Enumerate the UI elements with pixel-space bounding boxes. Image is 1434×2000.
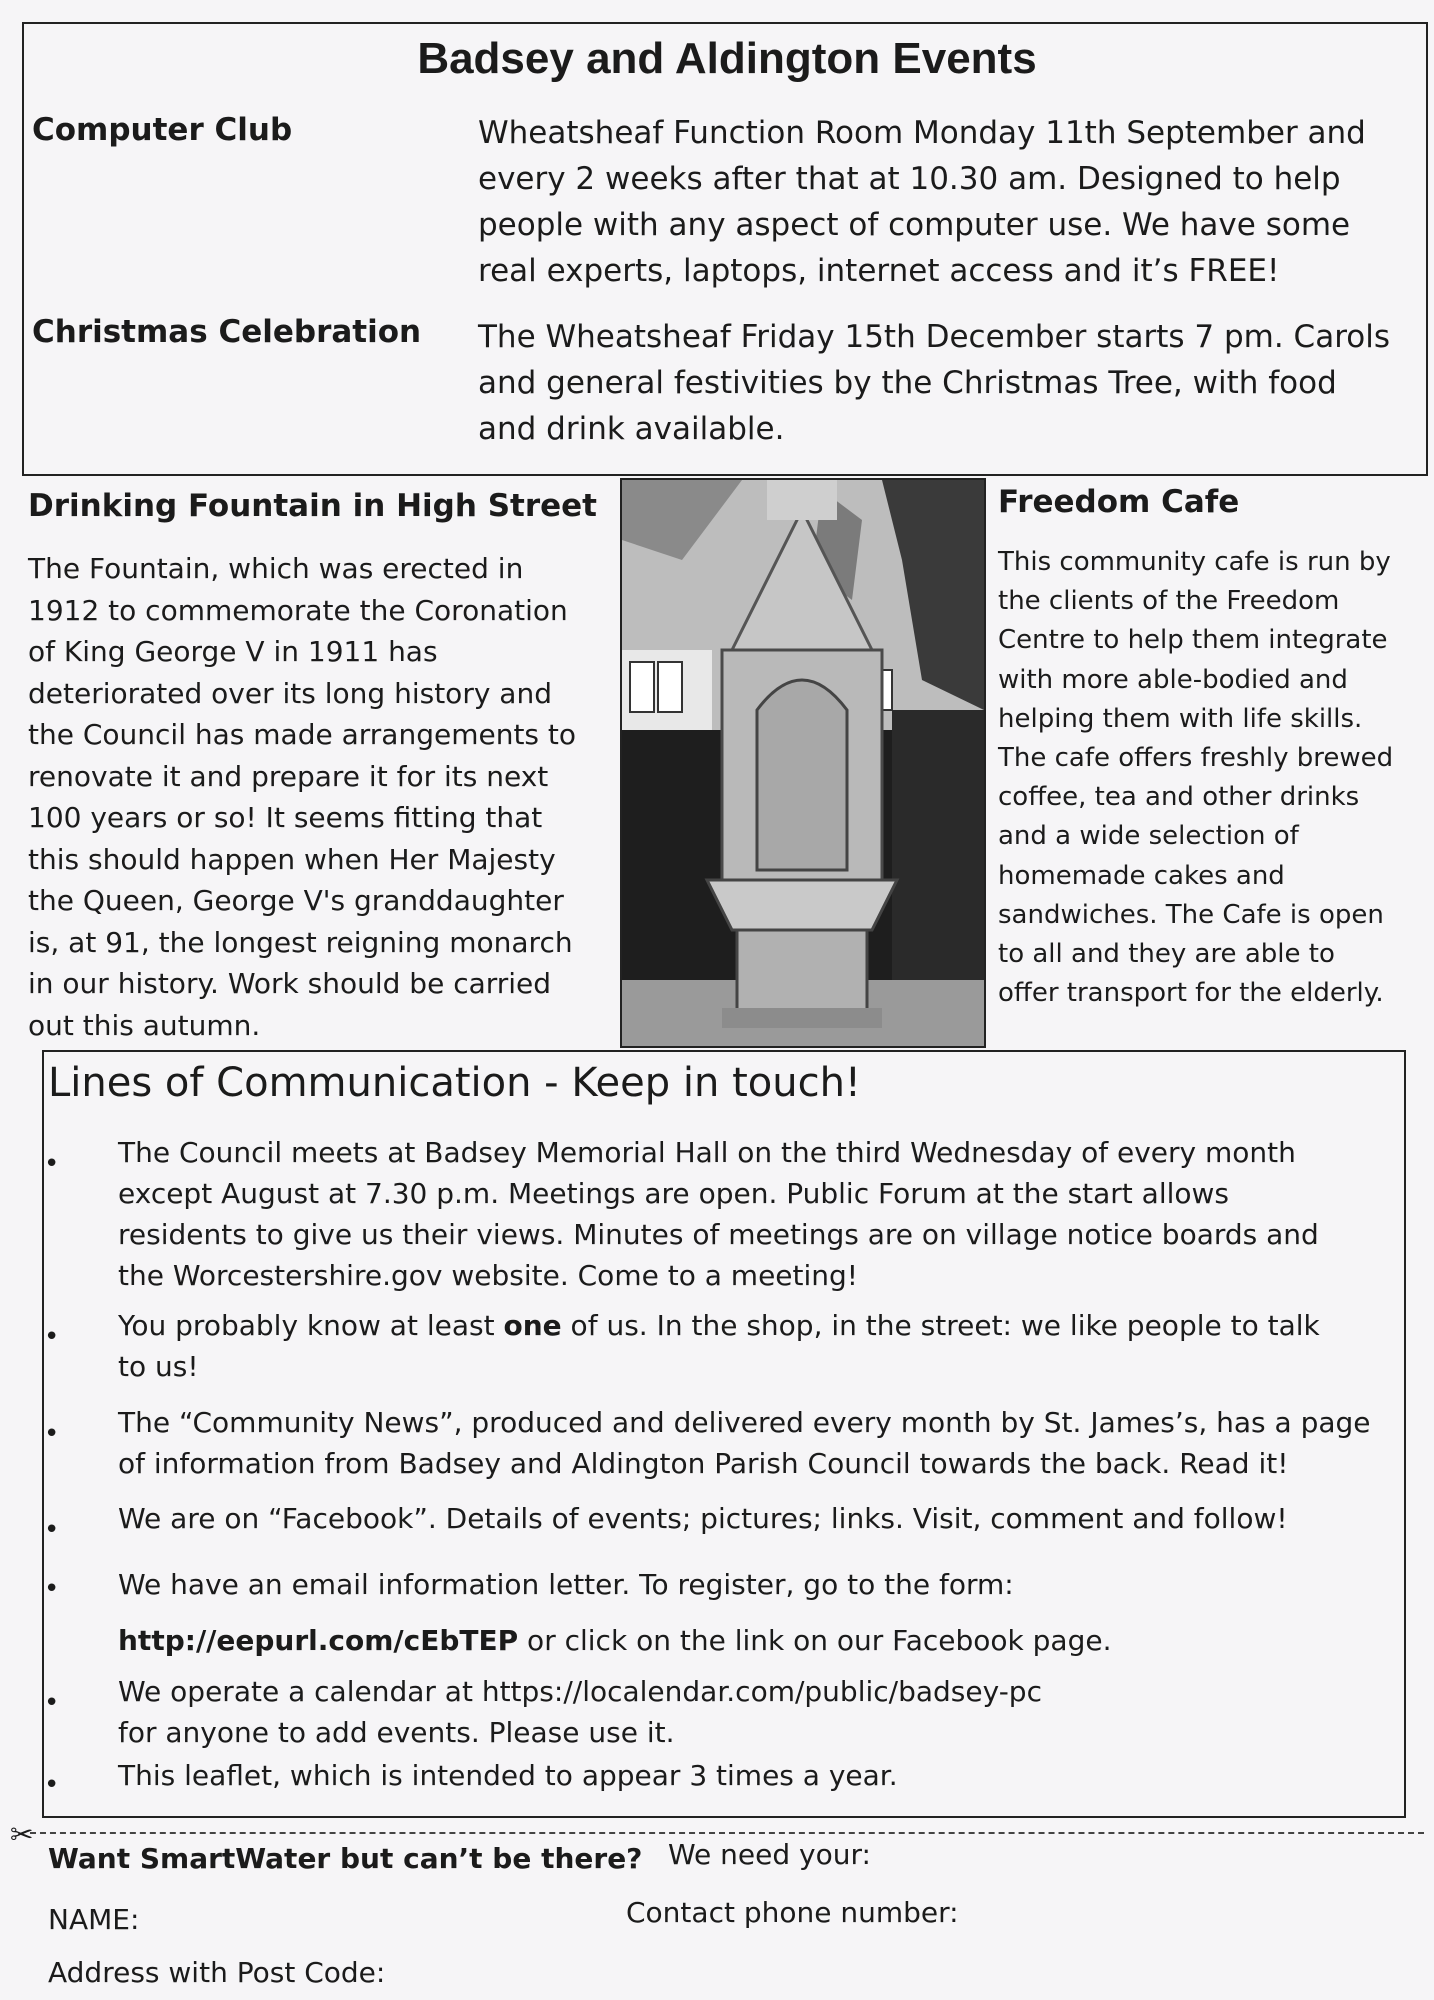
cafe-text [998,543,1428,1013]
event-desc-line: and general festivities by the Christmas Tree, with food [478,365,1337,401]
form-need-label: We need your: [668,1838,871,1871]
text-line: offer transport for the elderly. [998,978,1384,1009]
text-line: to us! [118,1350,199,1383]
text-line: 100 years or so! It seems fitting that [28,801,543,834]
email-signup-link[interactable]: http://eepurl.com/cEbTEP [118,1624,519,1657]
bullet: • [44,1574,60,1604]
event-name-computer-club: Computer Club [32,112,293,148]
text-line: of information from Badsey and Aldington Parish Council towards the back. Read it! [118,1447,1289,1480]
fountain-photo-illustration [622,480,984,1046]
event-name-christmas: Christmas Celebration [32,314,422,350]
event-desc-line: Wheatsheaf Function Room Monday 11th September and [478,115,1366,151]
bullet: • [44,1149,60,1179]
text-line: The “Community News”, produced and delivered every month by St. James’s, has a page [118,1406,1371,1439]
form-heading-bold: Want SmartWater but can’t be there? [48,1842,643,1875]
text-line: is, at 91, the longest reigning monarch [28,925,573,959]
text-line: helping them with life skills. [998,703,1363,734]
text-line: sandwiches. The Cafe is open [998,899,1384,930]
bullet: • [44,1688,60,1718]
text-line: coffee, tea and other drinks [998,782,1360,813]
fountain-photo [620,478,986,1048]
text-line: to all and they are able to [998,939,1335,970]
text-line [118,1613,1388,1669]
comm-item-email [118,1557,1388,1669]
text-line: We operate a calendar at https://localendar.com/public/badsey-pc [118,1675,1042,1708]
text-segment: of us. In the shop, in the street: we like people to talk [561,1309,1320,1342]
event-desc-line: people with any aspect of computer use. We have some [478,207,1351,243]
text-line: We have an email information letter. To register, go to the form: [118,1568,1014,1601]
text-line: except August at 7.30 p.m. Meetings are open. Public Forum at the start allows [118,1177,1230,1210]
comm-item-facebook [118,1498,1388,1539]
communication-box [42,1050,1406,1818]
comm-item-leaflet [118,1755,1388,1796]
text-line: We are on “Facebook”. Details of events; pictures; links. Visit, comment and follow! [118,1502,1288,1535]
text-line: with more able-bodied and [998,664,1348,695]
bullet: • [44,1322,60,1352]
bullet: • [44,1419,60,1449]
fountain-text [28,548,608,1046]
text-segment: You probably know at least [118,1309,504,1342]
text-line: The Council meets at Badsey Memorial Hall on the third Wednesday of every month [118,1136,1296,1169]
bullet: • [44,1770,60,1800]
text-line: and a wide selection of [998,821,1299,852]
comm-item-know-us [118,1305,1388,1387]
event-desc-line: and drink available. [478,411,785,447]
event-desc-line: The Wheatsheaf Friday 15th December starts 7 pm. Carols [478,319,1390,355]
text-line: This leaflet, which is intended to appear 3 times a year. [118,1759,898,1792]
comm-item-community-news [118,1402,1388,1484]
cafe-heading: Freedom Cafe [998,484,1240,520]
text-line: deteriorated over its long history and [28,676,552,710]
text-line: the Council has made arrangements to [28,718,577,751]
communication-title: Lines of Communication - Keep in touch! [48,1060,861,1106]
text-line: the Worcestershire.gov website. Come to a meeting! [118,1259,859,1292]
events-box [22,22,1428,476]
text-line: This community cafe is run by [998,547,1391,577]
event-desc-line: real experts, laptops, internet access and it’s FREE! [478,253,1280,289]
text-line: Centre to help them integrate [998,625,1388,656]
text-line [118,1305,1388,1346]
text-line: in our history. Work should be carried [28,967,552,1000]
text-line: out this autumn. [28,1008,261,1042]
text-segment: or click on the link on our Facebook page. [518,1624,1112,1657]
text-line: residents to give us their views. Minutes of meetings are on village notice boards and [118,1218,1319,1251]
form-heading [48,1842,642,1875]
text-line: the clients of the Freedom [998,586,1340,617]
event-desc-line: every 2 weeks after that at 10.30 am. Designed to help [478,161,1341,197]
text-line: the Queen, George V's granddaughter [28,884,564,917]
scissors-icon: ✂ [10,1818,34,1851]
event-desc-christmas [478,314,1390,452]
comm-item-council [118,1132,1388,1296]
bullet: • [44,1515,60,1545]
text-line: homemade cakes and [998,860,1285,891]
cut-line [30,1832,1424,1834]
events-title: Badsey and Aldington Events [417,34,1037,83]
text-line: The cafe offers freshly brewed [998,743,1394,774]
text-line: this should happen when Her Majesty [28,842,556,876]
fountain-heading: Drinking Fountain in High Street [28,488,598,524]
comm-item-calendar [118,1671,1388,1753]
bold-word: one [503,1309,562,1342]
name-label: NAME: [48,1903,140,1936]
text-line: 1912 to commemorate the Coronation [28,593,568,627]
text-line: for anyone to add events. Please use it. [118,1716,675,1749]
text-line: The Fountain, which was erected in [28,552,524,585]
text-line: renovate it and prepare it for its next [28,759,549,793]
address-label: Address with Post Code: [48,1956,386,1989]
phone-label: Contact phone number: [626,1896,959,1929]
event-desc-computer-club [478,110,1366,294]
text-line: of King George V in 1911 has [28,635,438,668]
